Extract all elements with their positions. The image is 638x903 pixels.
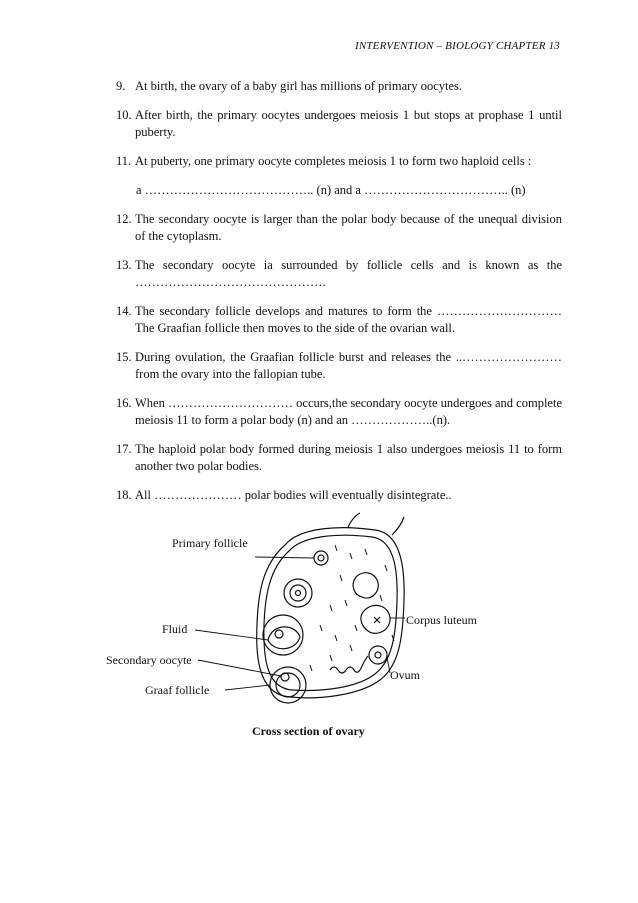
- question-text: At puberty, one primary oocyte completes meiosis 1 to form two haploid cells :: [135, 154, 532, 168]
- corpus-luteum-1: [353, 573, 378, 598]
- page-header: INTERVENTION – BIOLOGY CHAPTER 13: [354, 40, 560, 52]
- question-number: 12.: [116, 212, 132, 226]
- ligament-left: [348, 513, 360, 527]
- question-text: When ………………………… occurs,the secondary oocyte undergoes and complete meiosis 11 to form a polar body (n) and an ………………..(n).: [135, 396, 562, 427]
- ovary-diagram: [0, 505, 638, 755]
- corpus-luteum-2: [361, 605, 390, 633]
- ligament-right: [392, 517, 404, 535]
- primary-follicle: [314, 551, 328, 565]
- question-item: [116, 78, 562, 95]
- ruptured-follicle: [330, 656, 368, 673]
- question-number: 14.: [116, 304, 132, 318]
- question-item: [116, 349, 562, 383]
- question-number: 10.: [116, 108, 132, 122]
- question-item: [116, 441, 562, 475]
- question-list: [116, 78, 562, 516]
- question-number: 13.: [116, 258, 132, 272]
- question-text: The secondary oocyte ia surrounded by follicle cells and is known as the ……………………………………….: [135, 258, 562, 289]
- question-text: All ………………… polar bodies will eventually disintegrate..: [135, 488, 452, 502]
- question-fill-line: a ………………………………….. (n) and a …………………………….. (n): [136, 183, 526, 197]
- ovary-outer-wall: [257, 528, 404, 698]
- question-item: [116, 487, 562, 504]
- question-item: [116, 303, 562, 337]
- label-fluid: Fluid: [162, 622, 188, 636]
- label-secondary-oocyte: Secondary oocyte: [106, 653, 192, 667]
- question-text: After birth, the primary oocytes undergoes meiosis 1 but stops at prophase 1 until puberty.: [135, 108, 562, 139]
- question-number: 18.: [116, 488, 132, 502]
- secondary-follicle: [284, 579, 312, 607]
- question-item: [116, 395, 562, 429]
- leader-primary-follicle: [255, 557, 314, 558]
- label-primary-follicle: Primary follicle: [172, 536, 248, 550]
- label-graaf-follicle: Graaf follicle: [145, 683, 210, 697]
- question-text: During ovulation, the Graafian follicle burst and releases the ..…………………… from the ovary into the fallopian tube.: [135, 350, 562, 381]
- ovary-figure: [0, 505, 638, 755]
- question-number: 16.: [116, 396, 132, 410]
- question-number: 17.: [116, 442, 132, 456]
- ovum: [369, 646, 387, 664]
- leader-secondary-oocyte: [198, 660, 281, 676]
- question-text: The haploid polar body formed during meiosis 1 also undergoes meiosis 11 to form another two polar bodies.: [135, 442, 562, 473]
- question-item: [116, 211, 562, 245]
- question-number: 9.: [116, 79, 126, 93]
- question-number: 11.: [116, 154, 132, 168]
- leader-graaf-follicle: [225, 685, 270, 690]
- label-ovum: Ovum: [390, 668, 420, 682]
- question-item: [116, 153, 562, 170]
- question-item: [116, 257, 562, 291]
- question-text: The secondary follicle develops and matures to form the ………………………… The Graafian follicle then moves to the side of the ovarian wall.: [135, 304, 562, 335]
- label-corpus-luteum: Corpus luteum: [406, 613, 477, 627]
- question-number: 15.: [116, 350, 132, 364]
- figure-caption: Cross section of ovary: [252, 724, 365, 738]
- question-text: The secondary oocyte is larger than the polar body because of the unequal division of the cytoplasm.: [135, 212, 562, 243]
- question-text: At birth, the ovary of a baby girl has millions of primary oocytes.: [135, 79, 463, 93]
- question-item: [116, 107, 562, 141]
